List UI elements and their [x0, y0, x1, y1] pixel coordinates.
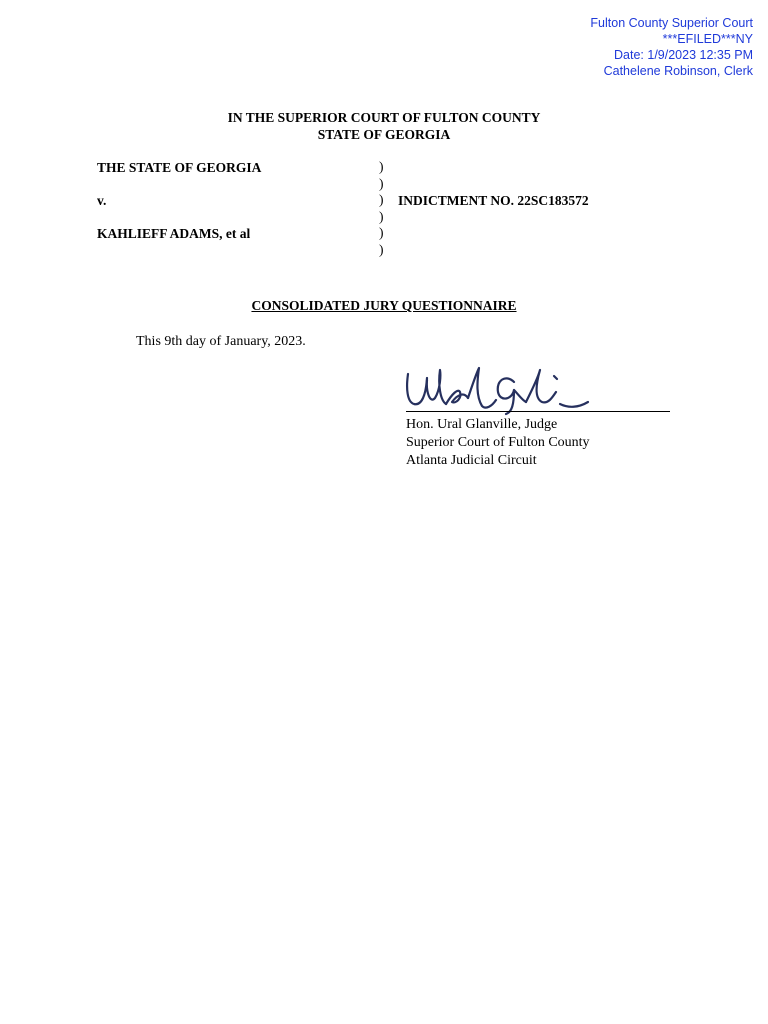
efile-clerk: Cathelene Robinson, Clerk — [603, 64, 753, 78]
dated-line: This 9th day of January, 2023. — [136, 334, 306, 349]
caption-paren: ) — [379, 241, 384, 257]
efile-status: ***EFILED***NY — [662, 32, 753, 46]
caption-paren: ) — [379, 192, 384, 207]
case-defendant: KAHLIEFF ADAMS, et al — [97, 226, 251, 241]
judge-signature-block — [406, 416, 590, 470]
efile-stamp — [590, 15, 753, 79]
signature-line — [406, 411, 670, 412]
efile-court: Fulton County Superior Court — [590, 16, 753, 30]
caption-divider — [379, 159, 384, 258]
court-state: STATE OF GEORGIA — [317, 127, 451, 142]
court-name: IN THE SUPERIOR COURT OF FULTON COUNTY — [227, 110, 541, 125]
caption-paren: ) — [379, 208, 384, 224]
indictment-number: INDICTMENT NO. 22SC183572 — [398, 193, 589, 208]
judge-court: Superior Court of Fulton County — [406, 435, 590, 450]
document-title: CONSOLIDATED JURY QUESTIONNAIRE — [251, 298, 517, 313]
case-versus: v. — [97, 193, 107, 208]
court-heading — [0, 109, 768, 143]
caption-paren: ) — [379, 175, 384, 191]
judge-name: Hon. Ural Glanville, Judge — [406, 417, 558, 432]
caption-paren: ) — [379, 225, 384, 240]
caption-paren: ) — [379, 159, 384, 174]
signature-icon — [402, 364, 592, 416]
case-plaintiff: THE STATE OF GEORGIA — [97, 160, 262, 175]
judge-circuit: Atlanta Judicial Circuit — [406, 453, 537, 468]
efile-date: Date: 1/9/2023 12:35 PM — [614, 48, 753, 62]
